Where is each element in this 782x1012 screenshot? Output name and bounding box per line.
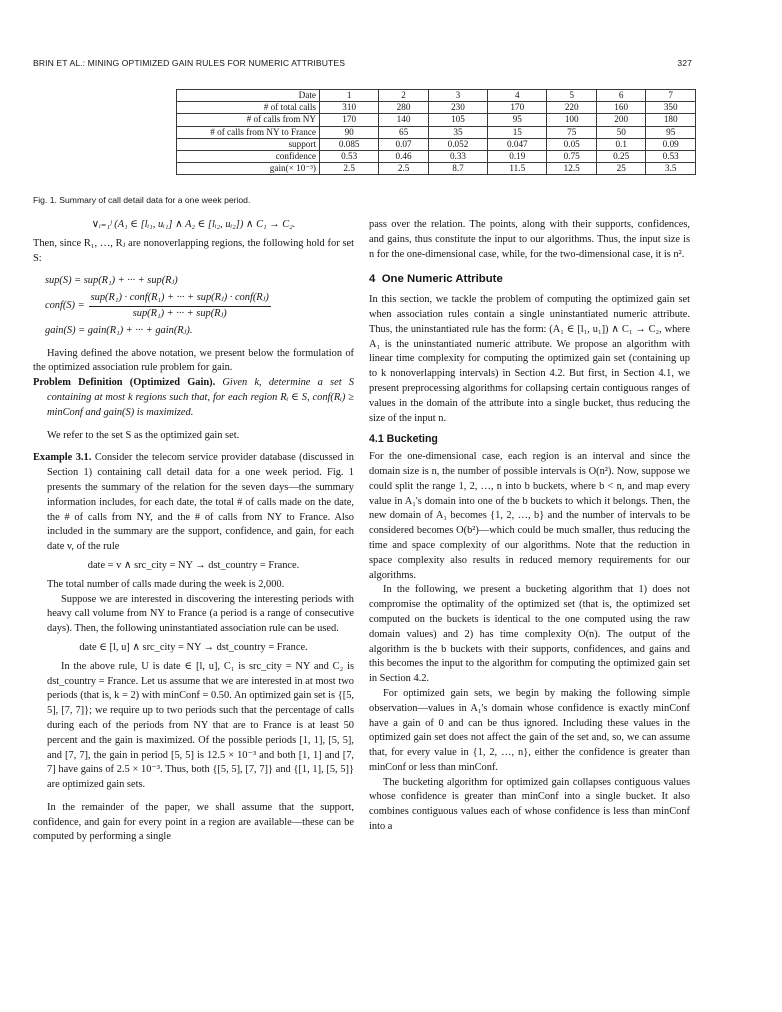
table-cell: 2.5 [379, 163, 428, 175]
table-cell: 4 [488, 90, 547, 102]
table-cell: 0.75 [547, 150, 596, 162]
table-row-label: # of calls from NY [177, 114, 320, 126]
table-cell: 0.07 [379, 138, 428, 150]
equation-union: ∨ᵢ₌₁ʲ (A₁ ∈ [lᵢ₁, uᵢ₁] ∧ A₂ ∈ [lᵢ₂, uᵢ₂]) ∧ C₁ → C₂. [91, 219, 296, 230]
table-row-label: Date [177, 90, 320, 102]
table-cell: 5 [547, 90, 596, 102]
table-cell: 90 [320, 126, 379, 138]
table-cell: 160 [596, 102, 645, 114]
table-cell: 280 [379, 102, 428, 114]
left-column [33, 214, 354, 845]
table-cell: 0.09 [646, 138, 696, 150]
paragraph-observation: For optimized gain sets, we begin by making the following simple observation—values in A₁'s domain whose confidence is exactly minConf have a gain of 0 and can be thus ignored. Including these values in the optimized gain set does not affect the gain of the set and, so, we can assume that, for every value in {1, 2, …, n}, either the confidence is greater than minConf or less than minConf. [369, 687, 690, 773]
equation-rule-1: date = v ∧ src_city = NY → dst_country = France. [87, 559, 300, 571]
table-cell: 0.46 [379, 150, 428, 162]
table-cell: 105 [428, 114, 487, 126]
table-cell: 310 [320, 102, 379, 114]
table-cell: 0.33 [428, 150, 487, 162]
example-label: Example 3.1. [33, 452, 92, 464]
table-cell: 170 [320, 114, 379, 126]
equation-rule-2: date ∈ [l, u] ∧ src_city = NY → dst_country = France. [79, 641, 308, 653]
paragraph-nonoverlapping: Then, since R₁, …, Rⱼ are nonoverlapping regions, the following hold for set S: [33, 237, 354, 264]
table-cell: 25 [596, 163, 645, 175]
right-column [369, 218, 690, 835]
table-cell: 75 [547, 126, 596, 138]
table-cell: 0.19 [488, 150, 547, 162]
figure-caption: Fig. 1. Summary of call detail data for a one week period. [33, 195, 251, 205]
table-row-label: support [177, 138, 320, 150]
equation-conf-denominator: sup(R₁) + ··· + sup(Rⱼ) [132, 307, 227, 319]
definition-label: Problem Definition (Optimized Gain). [33, 377, 216, 389]
table-cell: 100 [547, 114, 596, 126]
example-text: Consider the telecom service provider database (discussed in Section 1) containing call detail data for a one week period. Fig. 1 presents the summary of the relation for the seven days—the summary information includes, for each date, the total # of calls made on the date, the # of calls from NY, and the # of calls from NY to France. Also included in the summary are the support, confidence, and gain, for each date v, of the rule [47, 452, 354, 553]
table-cell: 0.085 [320, 138, 379, 150]
section-heading [369, 272, 690, 287]
table-cell: 140 [379, 114, 428, 126]
table-cell: 0.052 [428, 138, 487, 150]
definition-text: Given k, determine a set S containing at most k regions such that, for each region Rᵢ ∈ S, conf(Rᵢ) ≥ minConf and gain(S) is maximized. [47, 377, 354, 418]
equation-gain: gain(S) = gain(R₁) + ··· + gain(Rⱼ). [45, 324, 193, 336]
paragraph-bucketing: For the one-dimensional case, each region is an interval and since the domain size is n, the number of possible intervals is O(n²). Now, suppose we could split the range 1, 2, …, n into b buckets, where b < n, and map every value in A₁'s domain into one of the b buckets to which it belongs. Then, the new domain of A₁ becomes {1, 2, …, b} and the number of intervals to be considered becomes O(b²)—which could be much smaller, thus reducing the time and space complexity of our algorithms. Note that the reduction in space complexity also results in reduced memory requirements for our algorithms. [369, 451, 690, 581]
table-cell: 3.5 [646, 163, 696, 175]
table-row [177, 126, 696, 138]
example-3-1 [33, 451, 354, 555]
table-cell: 0.53 [646, 150, 696, 162]
paragraph-pass-over: pass over the relation. The points, along with their supports, confidences, and gains, thus constitute the input to our algorithms. Thus, the input size is n for the one-dimensional case, while, for the two-dimensional case, it is n². [369, 219, 690, 260]
table-cell: 50 [596, 126, 645, 138]
running-title: BRIN ET AL.: MINING OPTIMIZED GAIN RULES FOR NUMERIC ATTRIBUTES [33, 58, 346, 68]
table-cell: 12.5 [547, 163, 596, 175]
table-cell: 0.047 [488, 138, 547, 150]
equation-sup: sup(S) = sup(R₁) + ··· + sup(Rⱼ) [45, 275, 178, 287]
table-cell: 0.53 [320, 150, 379, 162]
paragraph-total-calls: The total number of calls made during the week is 2,000. [47, 578, 285, 590]
table-cell: 200 [596, 114, 645, 126]
paragraph-interesting-periods: Suppose we are interested in discovering the interesting periods with heavy call volume from NY to France (a period is a range of consecutive days). Then, the following uninstantiated association rule can be used. [47, 593, 354, 635]
table-cell: 8.7 [428, 163, 487, 175]
paragraph-rule-explanation: In the above rule, U is date ∈ [l, u], C₁ is src_city = NY and C₂ is dst_country = France. Let us assume that we are interested in at most two periods (that is, k = 2) with minConf = 0.50. An optimized gain set is {[5, 5], [7, 7]}; we require up to two periods such that the percentage of calls during each of the periods from NY that are to France is at least 50 percent and the gain is maximized. Of the possible periods [1, 1], [5, 5], and [7, 7], the gain in period [5, 5] is 12.5 × 10⁻³ and both [1, 1] and [7, 7] have gains of 2.5 × 10⁻³. Thus, both {[5, 5], [7, 7]} and {[1, 1], [5, 5]} are optimized gain sets. [47, 660, 354, 791]
table-row [177, 163, 696, 175]
paragraph-optimized-gain-set: We refer to the set S as the optimized gain set. [47, 429, 240, 441]
table-row [177, 150, 696, 162]
table-cell: 350 [646, 102, 696, 114]
running-header [33, 58, 692, 68]
table-cell: 95 [646, 126, 696, 138]
equation-conf-lhs: conf(S) = [45, 300, 85, 312]
table-cell: 7 [646, 90, 696, 102]
table-cell: 0.1 [596, 138, 645, 150]
table-cell: 2 [379, 90, 428, 102]
equation-conf-numerator: sup(R₁) · conf(R₁) + ··· + sup(Rⱼ) · conf(Rⱼ) [89, 291, 271, 307]
table-row [177, 138, 696, 150]
table-cell: 6 [596, 90, 645, 102]
table-cell: 180 [646, 114, 696, 126]
summary-table [176, 89, 696, 175]
equation-conf-fraction [89, 291, 271, 322]
paragraph-notation: Having defined the above notation, we present below the formulation of the optimized association rule problem for gain. [33, 347, 354, 374]
table-cell: 220 [547, 102, 596, 114]
table-cell: 230 [428, 102, 487, 114]
paragraph-collapses: The bucketing algorithm for optimized gain collapses contiguous values whose confidence is greater than minConf into a single bucket. It also combines contiguous values each of whose confidence is less than minConf into a [369, 776, 690, 833]
table-row [177, 90, 696, 102]
table-cell: 0.05 [547, 138, 596, 150]
problem-definition [33, 376, 354, 420]
table-row-label: # of total calls [177, 102, 320, 114]
table-cell: 65 [379, 126, 428, 138]
section-number: 4 [369, 273, 376, 286]
subsection-heading: 4.1 Bucketing [369, 433, 438, 446]
section-title: One Numeric Attribute [381, 273, 503, 286]
table-row [177, 102, 696, 114]
paragraph-bucketing-algorithm: In the following, we present a bucketing algorithm that 1) does not compromise the optimality of the optimized set (that is, the optimized set computed on the buckets is identical to the one computed using the raw domain values) and 2) has time complexity O(n). The output of the algorithm is the b buckets with their supports, confidences, and gains and this becomes the input to the algorithm for computing the optimized gain set in Section 4.2. [369, 584, 690, 685]
paragraph-remainder: In the remainder of the paper, we shall assume that the support, confidence, and gain for every point in a region are available—these can be computed by performing a single [33, 801, 354, 843]
table-cell: 170 [488, 102, 547, 114]
table-cell: 11.5 [488, 163, 547, 175]
table-cell: 95 [488, 114, 547, 126]
table-row-label: confidence [177, 150, 320, 162]
paragraph-section-intro: In this section, we tackle the problem of computing the optimized gain set when association rules contain a single uninstantiated numeric attribute. Thus, the uninstantiated rule has the form: (A₁ ∈ [l₁, u₁]) ∧ C₁ → C₂, where A₁ is the uninstantiated numeric attribute. We propose an algorithm with linear time complexity for computing the optimized gain set (containing up to k nonoverlapping intervals) in Section 4.2. But first, in Section 4.1, we present preprocessing algorithms for collapsing certain contiguous ranges of values in the domain of the attribute into a single bucket, thus reducing the size of the input n. [369, 294, 690, 424]
table-cell: 35 [428, 126, 487, 138]
table-cell: 1 [320, 90, 379, 102]
equation-conf [33, 291, 354, 322]
table-cell: 3 [428, 90, 487, 102]
table-row-label: # of calls from NY to France [177, 126, 320, 138]
table-row-label: gain(× 10⁻³) [177, 163, 320, 175]
table-cell: 2.5 [320, 163, 379, 175]
table-row [177, 114, 696, 126]
page-number: 327 [677, 58, 692, 68]
table-cell: 15 [488, 126, 547, 138]
table-cell: 0.25 [596, 150, 645, 162]
